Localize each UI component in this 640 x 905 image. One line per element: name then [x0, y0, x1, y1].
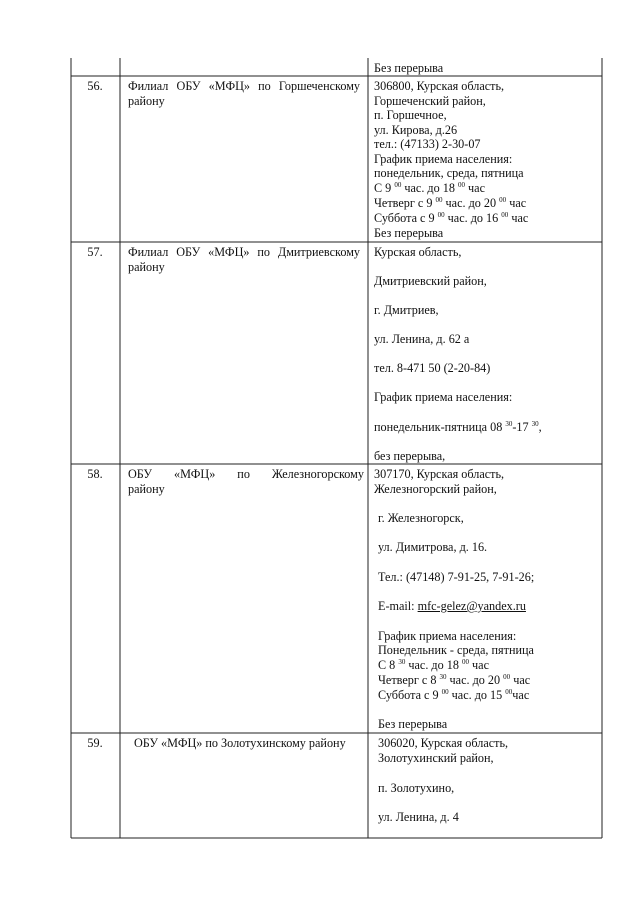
phone-line: тел.: (47133) 2-30-07	[374, 137, 481, 151]
row-56-number: 56.	[87, 79, 103, 93]
phone-line: тел. 8-471 50 (2-20-84)	[374, 361, 491, 375]
row-57-organization: Филиал ОБУ «МФЦ» по Дмитриевскому району	[128, 245, 360, 274]
address-line: г. Железногорск,	[378, 511, 464, 525]
address-line: Золотухинский район,	[378, 751, 494, 765]
schedule-heading: График приема населения:	[374, 390, 513, 404]
hours-line: Четверг с 8 $^{30}$ час. до 20 $^{00}$ час	[378, 672, 531, 687]
row-57-number: 57.	[87, 245, 103, 259]
address-line: 306800, Курская область,	[374, 79, 505, 93]
address-line: ул. Кирова, д.26	[374, 122, 458, 137]
schedule-heading: График приема населения:	[378, 629, 517, 643]
address-line: Дмитриевский район,	[374, 274, 487, 288]
hours-line: Суббота с 9 $^{00}$ час. до 15 $^{00}$час	[378, 687, 530, 702]
row-56-organization: Филиал ОБУ «МФЦ» по Горшеченскому району	[128, 79, 360, 108]
address-line: Железногорский район,	[374, 482, 497, 496]
address-line: ул. Димитрова, д. 16.	[378, 540, 488, 554]
schedule-heading: График приема населения:	[374, 151, 513, 166]
address-line: ул. Ленина, д. 4	[378, 810, 459, 824]
email-line: E-mail: mfc-gelez@yandex.ru	[378, 599, 526, 613]
address-line: Горшеченский район,	[374, 93, 486, 108]
break-line: Без перерыва	[374, 226, 444, 240]
address-line: п. Золотухино,	[378, 781, 455, 795]
hours-line: С 8 $^{30}$ час. до 18 $^{00}$ час	[378, 657, 489, 672]
row-58-number: 58.	[87, 467, 103, 481]
email-link[interactable]: mfc-gelez@yandex.ru	[417, 599, 526, 613]
hours-line: понедельник-пятница 08 $^{30}$-17 $^{30}$,	[374, 419, 542, 434]
row-59-number: 59.	[87, 736, 103, 750]
schedule-days: Понедельник - среда, пятница	[378, 643, 534, 657]
address-line: Курская область,	[374, 245, 462, 259]
schedule-days: понедельник, среда, пятница	[374, 166, 524, 180]
address-line: 307170, Курская область,	[374, 467, 505, 481]
org-word: Железногорскому	[271, 467, 364, 481]
address-line: 306020, Курская область,	[378, 736, 509, 750]
row-58-organization-line-2: району	[128, 482, 165, 496]
address-line: п. Горшечное,	[374, 108, 447, 122]
phone-line: Тел.: (47148) 7-91-25, 7-91-26;	[378, 570, 535, 584]
address-line: г. Дмитриев,	[374, 303, 439, 317]
org-word: «МФЦ»	[174, 467, 216, 481]
org-word: по	[237, 467, 250, 481]
hours-line: Четверг с 9 $^{00}$ час. до 20 $^{00}$ час	[374, 195, 527, 210]
org-word: ОБУ	[128, 467, 152, 481]
hours-line: С 9 $^{00}$ час. до 18 $^{00}$ час	[374, 180, 485, 195]
hours-line: Суббота с 9 $^{00}$ час. до 16 $^{00}$ час	[374, 210, 529, 225]
row-59-organization: ОБУ «МФЦ» по Золотухинскому району	[134, 736, 346, 750]
break-line: без перерыва,	[374, 449, 446, 463]
top-row-break-text: Без перерыва	[374, 61, 444, 75]
break-line: Без перерыва	[378, 717, 448, 731]
address-line: ул. Ленина, д. 62 а	[374, 332, 470, 346]
row-58-organization-line-1	[128, 467, 364, 482]
